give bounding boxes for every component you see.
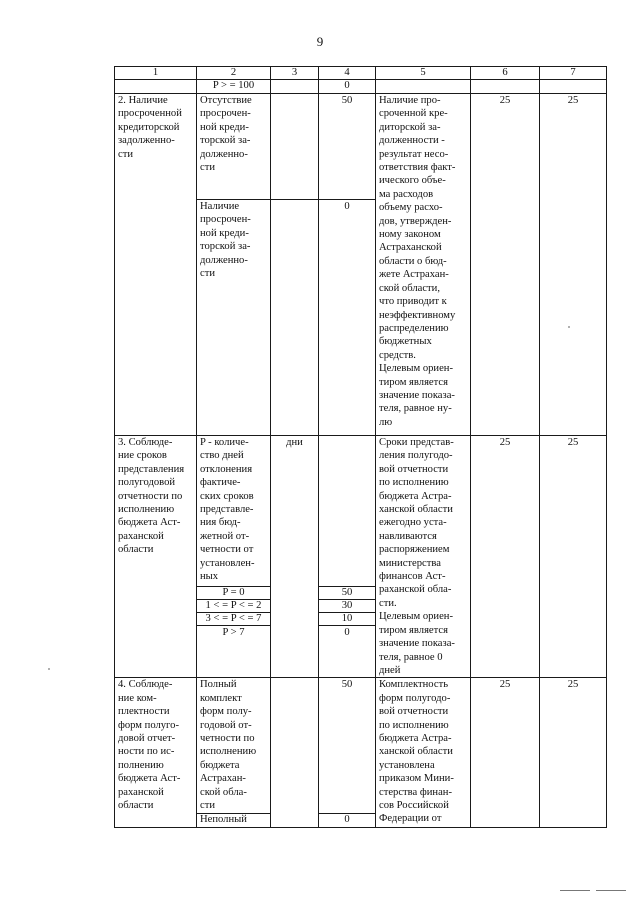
condition-cell: Отсутствие просрочен- ной креди- торской за- долженно- сти xyxy=(197,94,271,200)
table-row xyxy=(115,678,607,814)
value-cell: 50 xyxy=(319,94,376,200)
table-row xyxy=(115,94,607,200)
header-col-2: 2 xyxy=(197,67,271,80)
comment-cell: Наличие про- сроченной кре- диторской за- долженности - результат несо- ответствия факт- ического объе- ма расходов объему расхо- дов, утвержден- ному законом Астраханской области о бюд- жете Астрахан- ской области, что приводит к неэффективному распределению бюджетных средств. Целевым ориен- тиром является значение показа- теля, равное ну- лю xyxy=(376,94,471,436)
footer-rule xyxy=(560,890,590,891)
scan-speck xyxy=(568,326,570,328)
weight-cell: 25 xyxy=(540,678,607,828)
value-cell: 0 xyxy=(319,80,376,94)
table-row xyxy=(115,80,607,94)
header-col-1: 1 xyxy=(115,67,197,80)
header-col-5: 5 xyxy=(376,67,471,80)
indicators-table xyxy=(114,66,607,828)
range-cell: P = 0 xyxy=(197,586,271,599)
condition-cell: Полный комплект форм полу- годовой от- четности по исполнению бюджета Астрахан- ской обла- сти xyxy=(197,678,271,814)
weight-cell: 25 xyxy=(540,436,607,678)
scan-speck xyxy=(48,668,50,670)
indicator-name: 2. Наличие просроченной кредиторской задолженно- сти xyxy=(115,94,197,436)
table-row xyxy=(115,436,607,587)
indicator-name: 3. Соблюде- ние сроков представления полугодовой отчетности по исполнению бюджета Аст- раханской области xyxy=(115,436,197,678)
header-col-3: 3 xyxy=(271,67,319,80)
weight-cell: 25 xyxy=(540,94,607,436)
value-cell: 0 xyxy=(319,814,376,828)
value-cell: 30 xyxy=(319,599,376,612)
range-cell: 1 < = P < = 2 xyxy=(197,599,271,612)
page-number: 9 xyxy=(316,34,324,49)
condition-cell: Неполный xyxy=(197,814,271,828)
value-cell: 0 xyxy=(319,200,376,436)
footer-rule xyxy=(596,890,626,891)
formula-description: P - количе- ство дней отклонения фактиче- ских сроков представле- ния бюд- жетной от- четности от установлен- ных xyxy=(197,436,271,587)
value-cell: 10 xyxy=(319,612,376,625)
header-col-6: 6 xyxy=(471,67,540,80)
value-cell: 50 xyxy=(319,586,376,599)
comment-cell: Сроки представ- ления полугодо- вой отчетности по исполнению бюджета Астра- ханской области ежегодно уста- навливаются распоряжением министерства финансов Аст- раханской обла- сти. Целевым ориен- тиром является значение показа- теля, равное 0 дней xyxy=(376,436,471,678)
comment-cell: Комплектность форм полугодо- вой отчетности по исполнению бюджета Астра- ханской области установлена приказом Мини- стерства финан- сов Российской Федерации от xyxy=(376,678,471,828)
header-row xyxy=(115,67,607,80)
weight-cell: 25 xyxy=(471,94,540,436)
range-cell: 3 < = P < = 7 xyxy=(197,612,271,625)
value-cell: 0 xyxy=(319,626,376,678)
weight-cell: 25 xyxy=(471,678,540,828)
indicator-name: 4. Соблюде- ние ком- плектности форм полуго- довой отчет- ности по ис- полнению бюджета Аст- раханской области xyxy=(115,678,197,828)
header-col-4: 4 xyxy=(319,67,376,80)
unit-cell: дни xyxy=(271,436,319,678)
range-cell: P > 7 xyxy=(197,626,271,678)
header-col-7: 7 xyxy=(540,67,607,80)
value-cell: 50 xyxy=(319,678,376,814)
condition-cell: Наличие просрочен- ной креди- торской за- долженно- сти xyxy=(197,200,271,436)
weight-cell: 25 xyxy=(471,436,540,678)
formula-cell: P > = 100 xyxy=(197,80,271,94)
